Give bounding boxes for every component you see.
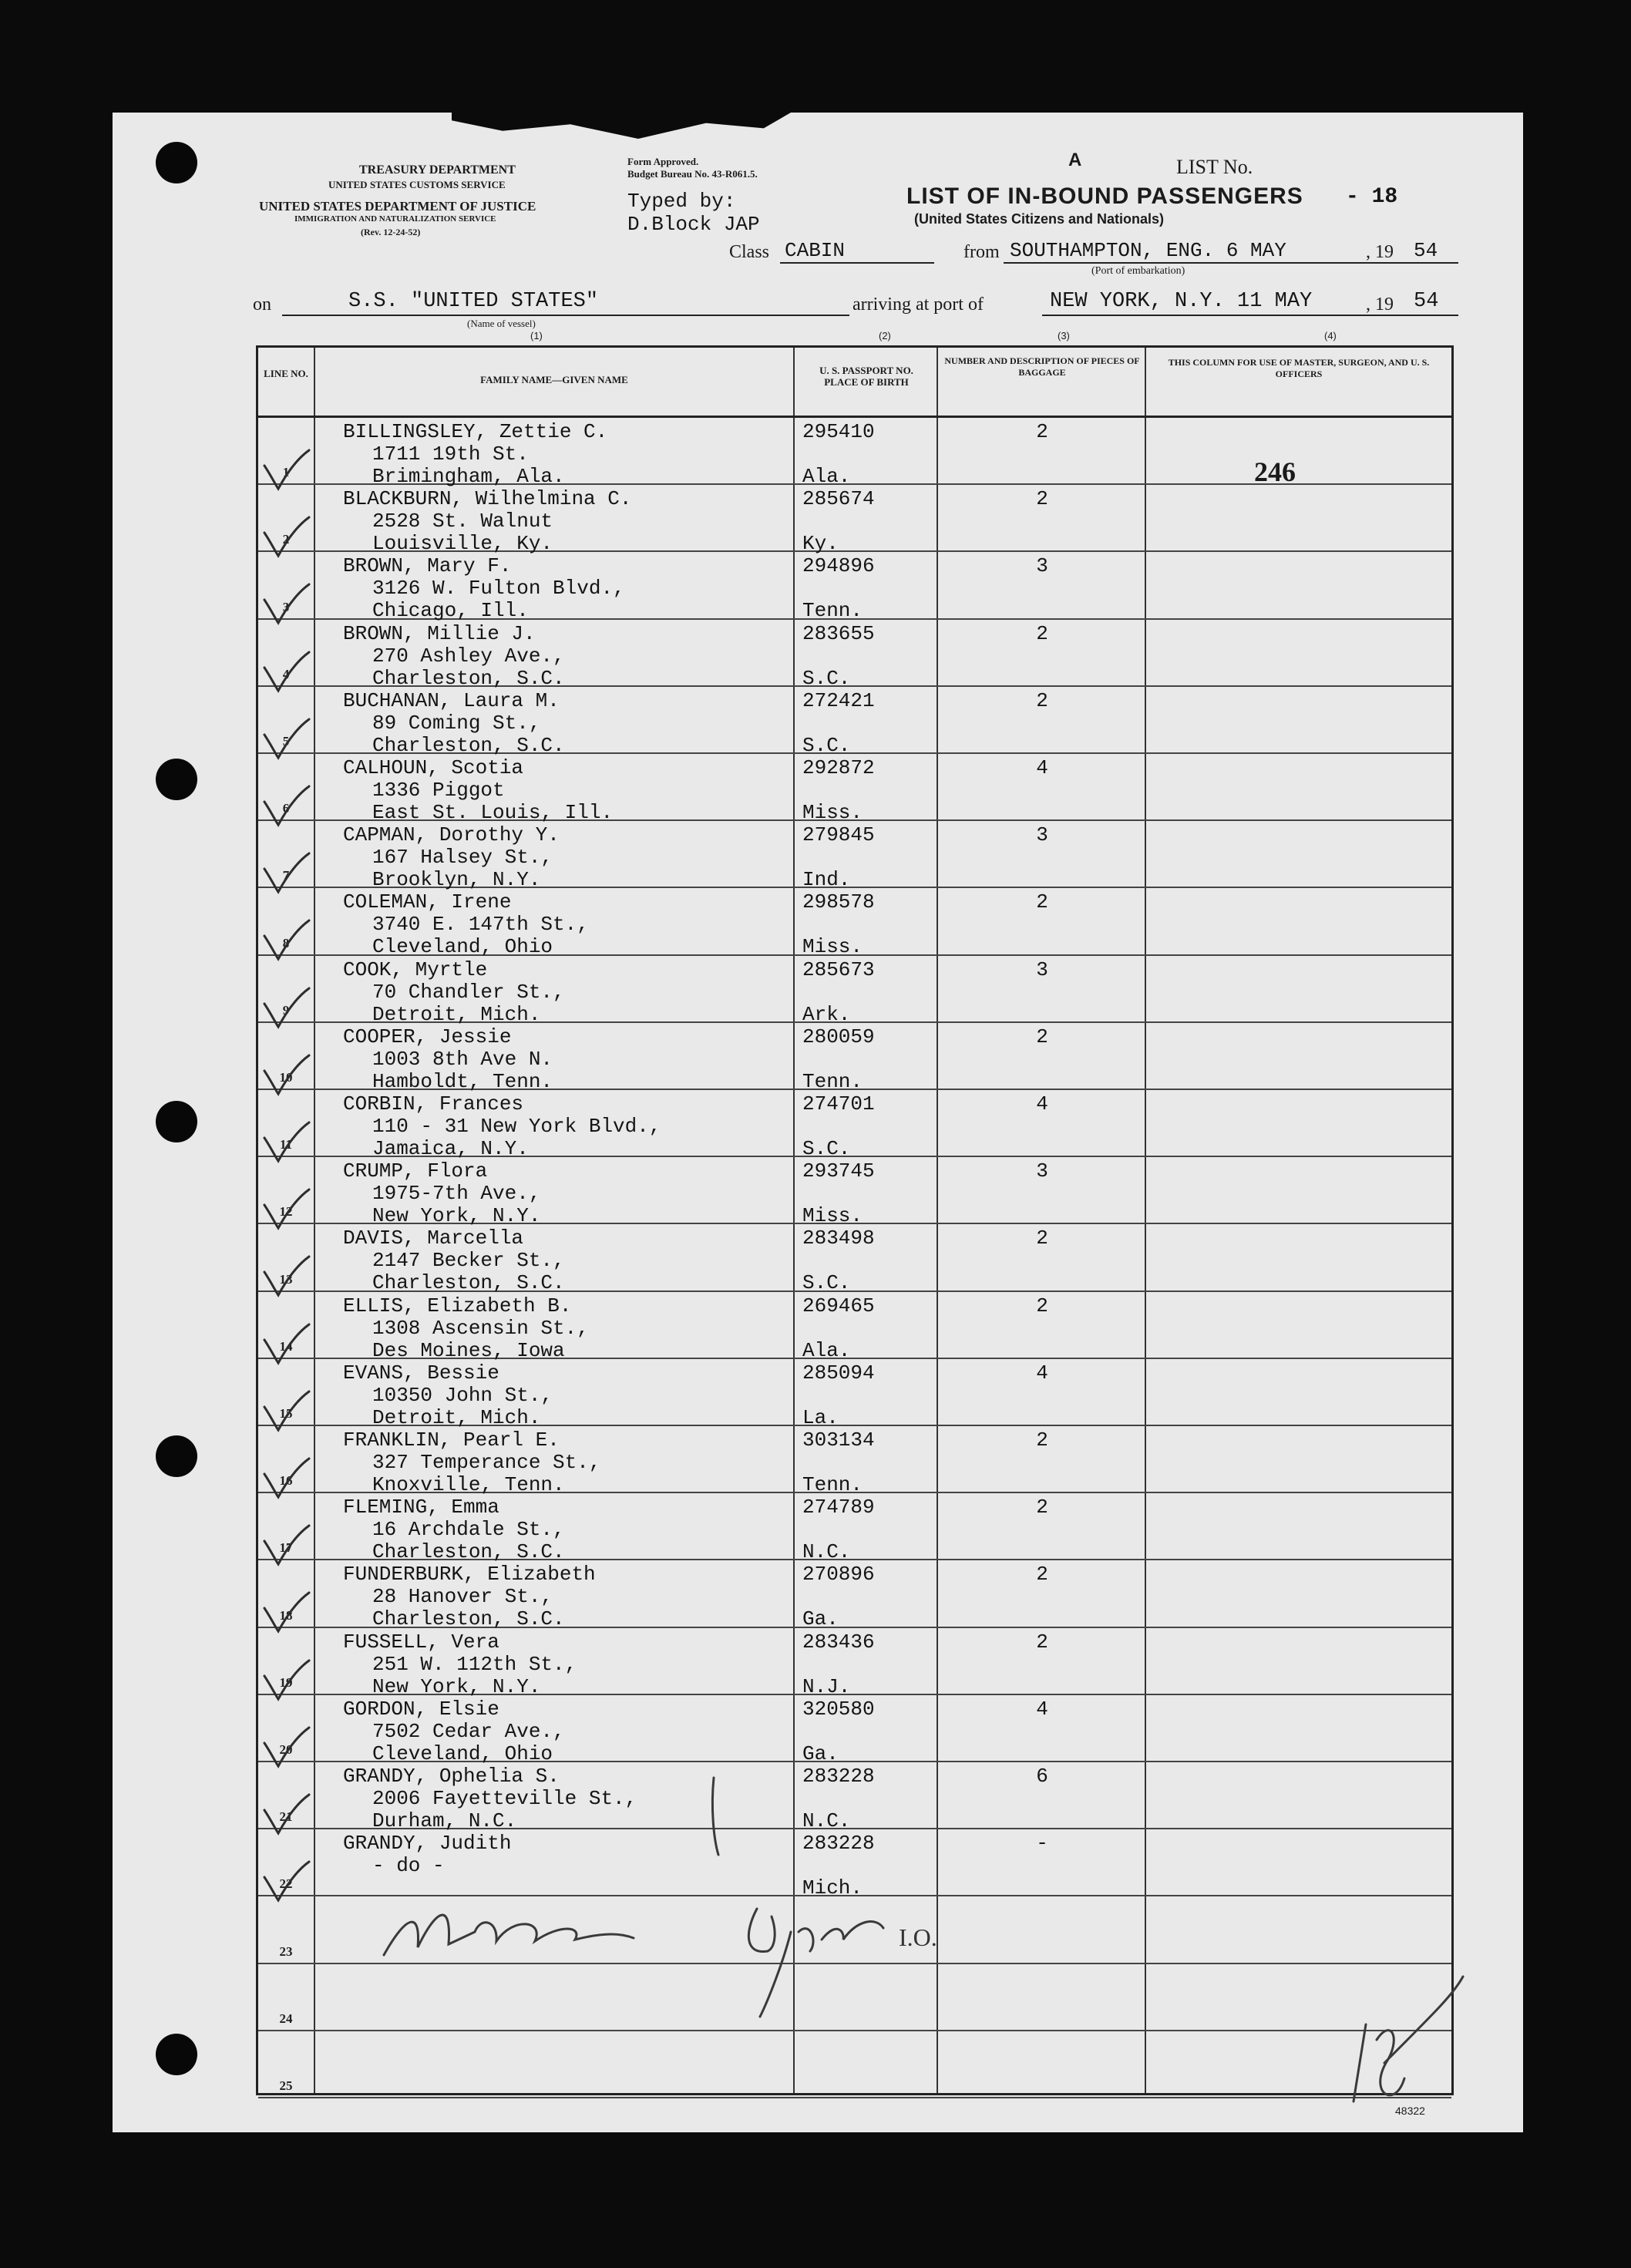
arr-year: 54: [1414, 290, 1439, 313]
place-of-birth: Tenn.: [802, 599, 863, 623]
place-of-birth: Ky.: [802, 532, 839, 556]
passenger-address: 1003 8th Ave N.: [372, 1047, 553, 1071]
typed-by: D.Block JAP: [627, 213, 760, 236]
line-number: 7: [282, 868, 290, 883]
passenger-address: 28 Hanover St.,: [372, 1585, 553, 1609]
col-num-2: (2): [879, 330, 891, 342]
passenger-name: COLEMAN, Irene: [343, 890, 512, 914]
passenger-name: FRANKLIN, Pearl E.: [343, 1428, 560, 1452]
line-number: 3: [282, 599, 290, 614]
line-number: 5: [282, 733, 290, 749]
passport-number: 272421: [802, 688, 875, 712]
col-header-officers: THIS COLUMN FOR USE OF MASTER, SURGEON, AND U. S. OFFICERS: [1168, 357, 1430, 379]
place-of-birth: Mich.: [802, 1876, 863, 1900]
list-letter: A: [1068, 150, 1082, 170]
arr-year-prefix: , 19: [1366, 294, 1394, 315]
passenger-name: FUSSELL, Vera: [343, 1630, 499, 1654]
passport-number: 283498: [802, 1227, 875, 1250]
passenger-address: 1308 Ascensin St.,: [372, 1316, 589, 1340]
passenger-city: Charleston, S.C.: [372, 1540, 565, 1564]
budget-bureau: Budget Bureau No. 43-R061.5.: [627, 168, 758, 180]
baggage-count: 2: [1036, 890, 1048, 914]
passenger-city: Chicago, Ill.: [372, 599, 529, 623]
place-of-birth: N.J.: [802, 1674, 851, 1698]
place-of-birth: Ala.: [802, 1338, 851, 1362]
passenger-name: FLEMING, Emma: [343, 1496, 499, 1519]
place-of-birth: Miss.: [802, 801, 863, 824]
passenger-name: CRUMP, Flora: [343, 1159, 488, 1183]
passenger-address: 3740 E. 147th St.,: [372, 913, 589, 937]
passport-number: 293745: [802, 1159, 875, 1183]
line-number: 13: [279, 1271, 293, 1287]
baggage-count: 3: [1036, 1159, 1048, 1183]
form-number: 48322: [1395, 2105, 1425, 2117]
place-of-birth: La.: [802, 1405, 839, 1429]
passport-number: 279845: [802, 823, 875, 847]
place-of-birth: Miss.: [802, 935, 863, 959]
line-number: 8: [282, 935, 290, 951]
passport-number: 285674: [802, 487, 875, 511]
baggage-count: 2: [1036, 1630, 1048, 1654]
baggage-count: 3: [1036, 554, 1048, 578]
revision: (Rev. 12-24-52): [361, 227, 421, 237]
passenger-address: 327 Temperance St.,: [372, 1451, 601, 1474]
baggage-count: 4: [1036, 756, 1048, 779]
class-value: CABIN: [785, 239, 846, 262]
line-number: 16: [279, 1473, 293, 1489]
passenger-name: GRANDY, Ophelia S.: [343, 1765, 560, 1788]
line-number: 12: [279, 1204, 293, 1220]
place-of-birth: Ala.: [802, 465, 851, 488]
passenger-address: 70 Chandler St.,: [372, 980, 565, 1004]
passenger-city: Cleveland, Ohio: [372, 935, 553, 959]
line-number: 14: [279, 1338, 293, 1354]
port-caption: (Port of embarkation): [1091, 265, 1185, 277]
manifest-page: [113, 113, 1523, 2132]
typed-by-label: Typed by:: [627, 190, 736, 213]
passenger-city: Charleston, S.C.: [372, 1271, 565, 1295]
passenger-city: Hamboldt, Tenn.: [372, 1069, 553, 1093]
line-number: 4: [282, 666, 290, 681]
col-header-name: FAMILY NAME—GIVEN NAME: [480, 374, 628, 385]
line-number: 19: [279, 1674, 293, 1690]
count-mark: [1354, 1977, 1463, 2101]
bracket-mark: [712, 1778, 718, 1855]
passenger-city: East St. Louis, Ill.: [372, 801, 614, 824]
passenger-city: Charleston, S.C.: [372, 666, 565, 690]
line-number: 25: [279, 2078, 293, 2093]
passenger-name: BUCHANAN, Laura M.: [343, 688, 560, 712]
passenger-city: Brimingham, Ala.: [372, 465, 565, 488]
passenger-name: BLACKBURN, Wilhelmina C.: [343, 487, 632, 511]
passenger-name: CORBIN, Frances: [343, 1092, 524, 1115]
baggage-count: 2: [1036, 621, 1048, 645]
passport-number: 280059: [802, 1025, 875, 1048]
baggage-count: 2: [1036, 1428, 1048, 1452]
binder-hole: [156, 1435, 197, 1477]
place-of-birth: N.C.: [802, 1809, 851, 1832]
passenger-city: New York, N.Y.: [372, 1204, 541, 1228]
col-num-3: (3): [1058, 330, 1070, 342]
baggage-count: 3: [1036, 957, 1048, 981]
passenger-name: COOK, Myrtle: [343, 957, 488, 981]
passenger-name: COOPER, Jessie: [343, 1025, 512, 1048]
passenger-address: 16 Archdale St.,: [372, 1518, 565, 1542]
baggage-count: 2: [1036, 487, 1048, 511]
baggage-count: 6: [1036, 1765, 1048, 1788]
line-number: 10: [279, 1069, 293, 1085]
passport-number: 298578: [802, 890, 875, 914]
class-label: Class: [729, 242, 770, 262]
baggage-count: 2: [1036, 420, 1048, 443]
passenger-address: 2528 St. Walnut: [372, 510, 553, 533]
line-number: 17: [279, 1540, 293, 1556]
passenger-name: BILLINGSLEY, Zettie C.: [343, 420, 608, 443]
handwriting-overlay: [113, 113, 1523, 2132]
binder-hole: [156, 759, 197, 800]
place-of-birth: S.C.: [802, 733, 851, 757]
place-of-birth: Tenn.: [802, 1069, 863, 1093]
passenger-address: 3126 W. Fulton Blvd.,: [372, 577, 625, 601]
from-year-prefix: , 19: [1366, 242, 1394, 262]
passenger-address: 1336 Piggot: [372, 779, 505, 802]
passenger-name: BROWN, Millie J.: [343, 621, 536, 645]
dept-treasury: TREASURY DEPARTMENT: [359, 163, 516, 177]
passenger-city: New York, N.Y.: [372, 1674, 541, 1698]
officer-note: 246: [1254, 456, 1296, 487]
passenger-city: Durham, N.C.: [372, 1809, 517, 1832]
passport-number: 269465: [802, 1294, 875, 1317]
baggage-count: 2: [1036, 688, 1048, 712]
passenger-address: 1711 19th St.: [372, 442, 529, 466]
line-number: 23: [279, 1943, 293, 1959]
passenger-name: GRANDY, Judith: [343, 1832, 512, 1856]
passenger-name: CALHOUN, Scotia: [343, 756, 524, 779]
customs-service: UNITED STATES CUSTOMS SERVICE: [328, 179, 506, 190]
col-header-passport: U. S. PASSPORT NO. PLACE OF BIRTH: [819, 365, 913, 388]
passenger-address: 2147 Becker St.,: [372, 1249, 565, 1273]
baggage-count: 2: [1036, 1227, 1048, 1250]
from-label: from: [963, 242, 1000, 262]
line-number: 1: [282, 465, 290, 480]
arriving-label: arriving at port of: [852, 294, 984, 315]
passport-number: 320580: [802, 1697, 875, 1721]
col-num-4: (4): [1324, 330, 1337, 342]
form-approved: Form Approved.: [627, 156, 699, 167]
passport-number: 285673: [802, 957, 875, 981]
passenger-city: Louisville, Ky.: [372, 532, 553, 556]
passport-number: 292872: [802, 756, 875, 779]
place-of-birth: S.C.: [802, 666, 851, 690]
arriving-value: NEW YORK, N.Y. 11 MAY: [1050, 290, 1313, 313]
place-of-birth: Miss.: [802, 1204, 863, 1228]
passport-number: 283228: [802, 1832, 875, 1856]
place-of-birth: Ga.: [802, 1741, 839, 1765]
passenger-city: Detroit, Mich.: [372, 1405, 541, 1429]
line-number: 20: [279, 1741, 293, 1757]
initials-scribble: [748, 1909, 883, 2017]
baggage-count: 4: [1036, 1092, 1048, 1115]
binder-hole: [156, 1101, 197, 1142]
baggage-count: 2: [1036, 1294, 1048, 1317]
passenger-name: ELLIS, Elizabeth B.: [343, 1294, 572, 1317]
baggage-count: 2: [1036, 1496, 1048, 1519]
passenger-address: 110 - 31 New York Blvd.,: [372, 1115, 661, 1138]
passport-number: 303134: [802, 1428, 875, 1452]
io-handwriting: I.O.: [899, 1923, 937, 1951]
passenger-city: Charleston, S.C.: [372, 1607, 565, 1631]
passenger-address: 10350 John St.,: [372, 1383, 553, 1407]
from-value: SOUTHAMPTON, ENG. 6 MAY: [1010, 239, 1286, 262]
vessel-caption: (Name of vessel): [467, 318, 536, 329]
passenger-name: CAPMAN, Dorothy Y.: [343, 823, 560, 847]
line-number: 22: [279, 1876, 293, 1892]
baggage-count: 4: [1036, 1697, 1048, 1721]
passenger-name: FUNDERBURK, Elizabeth: [343, 1563, 596, 1587]
place-of-birth: Ind.: [802, 868, 851, 892]
passport-number: 295410: [802, 420, 875, 443]
col-header-line: LINE NO.: [264, 368, 308, 379]
line-number: 11: [279, 1137, 293, 1153]
passenger-city: Knoxville, Tenn.: [372, 1473, 565, 1496]
line-number: 21: [279, 1809, 293, 1825]
passport-number: 270896: [802, 1563, 875, 1587]
passenger-address: 1975-7th Ave.,: [372, 1182, 541, 1206]
passenger-address: - do -: [372, 1854, 445, 1878]
passenger-address: 7502 Cedar Ave.,: [372, 1719, 565, 1743]
baggage-count: 3: [1036, 823, 1048, 847]
col-header-baggage: NUMBER AND DESCRIPTION OF PIECES OF BAGGAGE: [944, 355, 1140, 378]
passenger-name: EVANS, Bessie: [343, 1361, 499, 1385]
place-of-birth: S.C.: [802, 1137, 851, 1160]
passenger-address: 251 W. 112th St.,: [372, 1652, 577, 1676]
vessel-name: S.S. "UNITED STATES": [348, 290, 599, 313]
baggage-count: 4: [1036, 1361, 1048, 1385]
dept-justice: UNITED STATES DEPARTMENT OF JUSTICE: [259, 199, 536, 214]
col-num-1: (1): [530, 330, 543, 342]
ins-service: IMMIGRATION AND NATURALIZATION SERVICE: [294, 214, 496, 224]
line-number: 2: [282, 532, 290, 547]
place-of-birth: Ark.: [802, 1002, 851, 1026]
passenger-address: 167 Halsey St.,: [372, 846, 553, 870]
passport-number: 283655: [802, 621, 875, 645]
passenger-city: Detroit, Mich.: [372, 1002, 541, 1026]
page-title: LIST OF IN-BOUND PASSENGERS: [906, 183, 1303, 209]
line-number: 6: [282, 801, 290, 816]
page-subtitle: (United States Citizens and Nationals): [914, 211, 1165, 227]
line-number: 18: [279, 1607, 293, 1623]
passenger-city: Des Moines, Iowa: [372, 1338, 565, 1362]
passenger-address: 89 Coming St.,: [372, 711, 541, 735]
place-of-birth: S.C.: [802, 1271, 851, 1295]
on-label: on: [253, 294, 271, 315]
passenger-name: DAVIS, Marcella: [343, 1227, 524, 1250]
passenger-city: Brooklyn, N.Y.: [372, 868, 541, 892]
baggage-count: 2: [1036, 1025, 1048, 1048]
passport-number: 274701: [802, 1092, 875, 1115]
baggage-count: -: [1036, 1832, 1048, 1856]
passport-number: 294896: [802, 554, 875, 578]
passport-number: 274789: [802, 1496, 875, 1519]
passenger-address: 2006 Fayetteville St.,: [372, 1787, 637, 1810]
signature-scribble: [384, 1915, 634, 1955]
passenger-name: GORDON, Elsie: [343, 1697, 499, 1721]
binder-hole: [156, 142, 197, 183]
line-number: 9: [282, 1002, 290, 1018]
binder-hole: [156, 2034, 197, 2075]
passport-number: 285094: [802, 1361, 875, 1385]
baggage-count: 2: [1036, 1563, 1048, 1587]
from-year: 54: [1414, 239, 1438, 262]
list-no-label: LIST No.: [1176, 156, 1253, 178]
passenger-city: Charleston, S.C.: [372, 733, 565, 757]
passport-number: 283436: [802, 1630, 875, 1654]
passport-number: 283228: [802, 1765, 875, 1788]
place-of-birth: Ga.: [802, 1607, 839, 1631]
passenger-name: BROWN, Mary F.: [343, 554, 512, 578]
passenger-city: Jamaica, N.Y.: [372, 1137, 529, 1160]
list-no: - 18: [1346, 185, 1398, 209]
line-number: 24: [279, 2011, 293, 2026]
line-number: 15: [279, 1405, 293, 1421]
passenger-city: Cleveland, Ohio: [372, 1741, 553, 1765]
place-of-birth: Tenn.: [802, 1473, 863, 1496]
place-of-birth: N.C.: [802, 1540, 851, 1564]
passenger-address: 270 Ashley Ave.,: [372, 644, 565, 668]
